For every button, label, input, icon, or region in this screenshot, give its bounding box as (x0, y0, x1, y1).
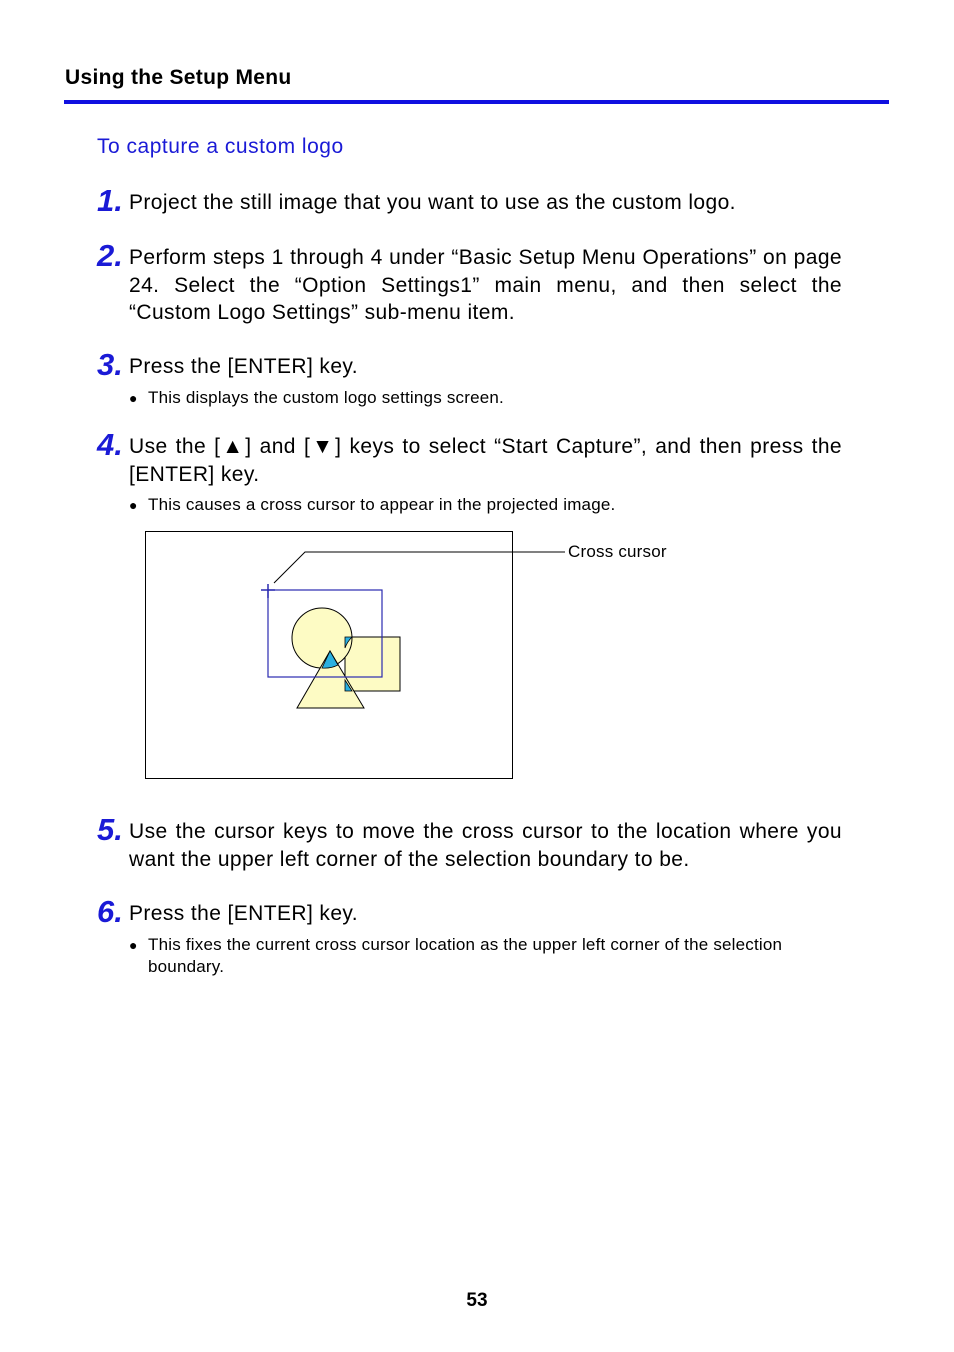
bullet-icon: ● (129, 497, 138, 513)
step-note (129, 934, 842, 978)
note-text: This causes a cross cursor to appear in the projected image. (148, 495, 616, 514)
step-text: Project the still image that you want to use as the custom logo. (129, 191, 736, 214)
step-number: 6. (97, 894, 123, 929)
bullet-icon: ● (129, 389, 138, 406)
step-number: 5. (97, 812, 123, 847)
step-text: Perform steps 1 through 4 under “Basic Setup Menu Operations” on page 24. Select the “Option Settings1” main menu, and then select the “Custom Logo Settings” sub-menu item. (129, 246, 842, 324)
page-number: 53 (466, 1290, 488, 1311)
bullet-icon: ● (129, 936, 138, 953)
step-text: Press the [ENTER] key. (129, 355, 358, 378)
step-5 (97, 812, 842, 873)
step-number: 4. (97, 427, 123, 462)
note-text: This fixes the current cross cursor location as the upper left corner of the selection boundary. (148, 934, 783, 976)
step-text: Press the [ENTER] key. (129, 902, 358, 925)
step-6 (97, 894, 842, 978)
note-text: This displays the custom logo settings screen. (148, 387, 504, 407)
step-number: 2. (97, 238, 123, 273)
step-number: 3. (97, 347, 123, 382)
step-number: 1. (97, 183, 123, 218)
step-text: Use the cursor keys to move the cross cursor to the location where you want the upper left corner of the selection boundary to be. (129, 820, 842, 871)
callout-line (274, 552, 565, 583)
step-text: Use the [▲] and [▼] keys to select “Start Capture”, and then press the [ENTER] key. (129, 435, 842, 486)
callout-label: Cross cursor (568, 542, 667, 561)
section-title: To capture a custom logo (97, 135, 344, 158)
page-header: Using the Setup Menu (65, 66, 292, 89)
